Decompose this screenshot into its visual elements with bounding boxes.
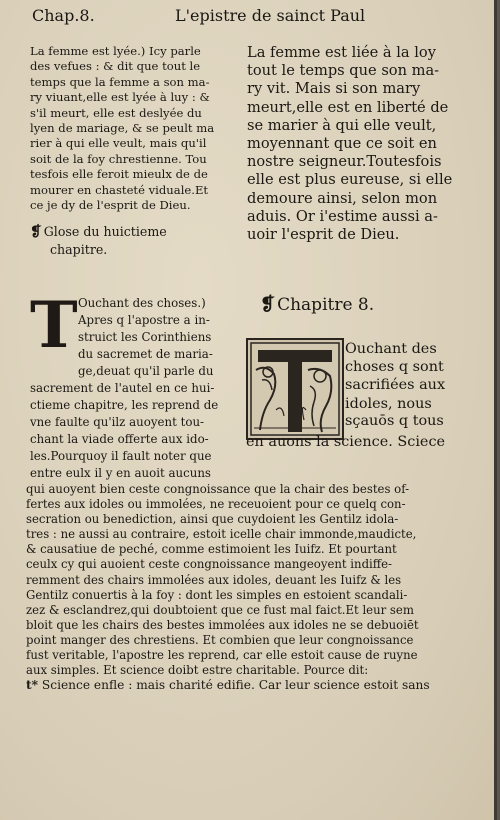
chapter-text-line: sacrifiées aux <box>345 377 446 394</box>
commentary-line: du sacremet de maria- <box>78 347 213 361</box>
commentary-line: aux simples. Et science doibt estre charitable. Pource dit: <box>26 663 369 678</box>
main-text-line: nostre seigneur.Toutesfois <box>247 153 442 171</box>
commentary-line: vne faulte qu'ilz auoyent tou- <box>30 415 205 429</box>
gloss-column <box>30 44 240 259</box>
main-text-line: tout le temps que son ma- <box>247 62 440 80</box>
chapter-heading-text: Chapitre 8. <box>277 295 375 315</box>
main-text-line: meurt,elle est en liberté de <box>247 98 449 116</box>
chapter-text-line: en auons la science. Sciece <box>246 434 446 450</box>
commentary-line: ceulx cy qui auoient ceste congnoissance mangeoyent indiffe- <box>26 557 392 572</box>
commentary-line: sacrement de l'autel en ce hui- <box>30 381 215 395</box>
main-text-line: demoure ainsi, selon mon <box>247 189 438 207</box>
commentary-line: fust veritable, l'apostre les reprend, car elle estoit cause de ruyne <box>26 648 418 663</box>
running-title: L'epistre de sainct Paul <box>175 6 366 25</box>
gloss-line: ry viuant,elle est lyée à luy : & <box>30 90 210 105</box>
commentary-line: ge,deuat qu'il parle du <box>78 364 214 378</box>
commentary-line: qui auoyent bien ceste congnoissance que la chair des bestes of- <box>26 482 410 496</box>
gloss-line: La femme est lyée.) Icy parle <box>30 44 201 58</box>
gloss-line: lyen de mariage, & se peult ma <box>30 121 215 136</box>
gloss-line: temps que la femme a son ma- <box>30 74 210 89</box>
main-text-line: se marier à qui elle veult, <box>247 116 437 134</box>
gloss-line: soit de la foy chrestienne. Tou <box>30 151 207 166</box>
gloss-title-line: Glose du huictieme <box>43 224 167 240</box>
chapter-text-line: sçauōs q tous <box>345 413 444 429</box>
commentary-line: tres : ne aussi au contraire, estoit icelle chair immonde,maudicte, <box>26 527 417 542</box>
commentary-line: & causatiue de peché, comme estimoient les Iuifz. Et pourtant <box>26 542 397 557</box>
final-line <box>26 678 496 693</box>
main-text-column <box>247 44 487 244</box>
initial-t: T <box>30 288 78 363</box>
gloss-line: s'il meurt, elle est deslyée du <box>30 105 202 120</box>
chapter-text-line: choses q sont <box>345 359 444 376</box>
commentary-line: Gentilz conuertis à la foy : dont les simples en estoient scandali- <box>26 587 408 602</box>
commentary-line: les.Pourquoy il fault noter que <box>30 449 212 463</box>
chapter-heading <box>260 294 374 315</box>
commentary-line: remment des chairs immolées aux idoles, deuant les Iuifz & les <box>26 572 402 587</box>
commentary-line: fertes aux idoles ou immolées, ne receuoient pour ce quelq con- <box>26 497 406 512</box>
pilcrow-icon: ❡ <box>30 224 42 241</box>
commentary-continued <box>26 482 496 693</box>
gloss-line: tesfois elle feroit mieulx de de <box>30 167 208 182</box>
commentary-line: point manger des chrestiens. Et combien que leur congnoissance <box>26 632 414 647</box>
commentary-line: Apres q l'apostre a in- <box>78 313 210 327</box>
commentary-block <box>30 288 242 482</box>
commentary-line: bloit que les chairs des bestes immolées aux idoles ne se debuoiēt <box>26 617 419 632</box>
woodcut-initial-t-illustration <box>246 338 344 440</box>
gloss-line: rier à qui elle veult, mais qu'il <box>30 136 207 151</box>
pilcrow-icon: ❡ <box>260 294 276 315</box>
commentary-line: Ouchant des choses.) <box>78 296 206 310</box>
chapter-text-line: Ouchant des <box>345 341 437 357</box>
main-text-line: elle est plus eureuse, si elle <box>247 171 453 189</box>
page-header <box>32 6 483 30</box>
main-text-line: moyennant que ce soit en <box>247 135 437 153</box>
main-text-line: La femme est liée à la loy <box>247 44 436 61</box>
gloss-line: mourer en chasteté viduale.Et <box>30 182 209 197</box>
page-edge <box>494 0 497 820</box>
chapter-text-line: idoles, nous <box>345 395 432 412</box>
commentary-line: entre eulx il y en auoit aucuns <box>30 466 211 480</box>
commentary-line: struict les Corinthiens <box>78 330 212 344</box>
final-line-text: Science enfle : mais charité edifie. Car leur science estoit sans <box>41 678 430 693</box>
gloss-title <box>30 223 240 259</box>
gloss-line: ce je dy de l'esprit de Dieu. <box>30 198 191 213</box>
main-text-line: uoir l'esprit de Dieu. <box>247 226 400 244</box>
commentary-line: secration ou benediction, ainsi que cuydoient les Gentilz idola- <box>26 512 399 527</box>
chapter-mark: Chap.8. <box>32 6 95 25</box>
chapter-text-beside-initial <box>345 340 490 413</box>
gloss-title-line: chapitre. <box>50 242 108 258</box>
commentary-line: ctieme chapitre, les reprend de <box>30 398 219 412</box>
gloss-line: des vefues : & dit que tout le <box>30 59 201 74</box>
commentary-line: chant la viade offerte aux ido- <box>30 432 209 446</box>
main-text-line: aduis. Or i'estime aussi a- <box>247 207 438 225</box>
marginal-mark: t* <box>26 678 39 693</box>
commentary-line: zez & esclandrez,qui doubtoient que ce fust mal faict.Et leur sem <box>26 602 414 617</box>
woodcut-image <box>248 340 342 438</box>
main-text-line: ry vit. Mais si son mary <box>247 80 421 98</box>
